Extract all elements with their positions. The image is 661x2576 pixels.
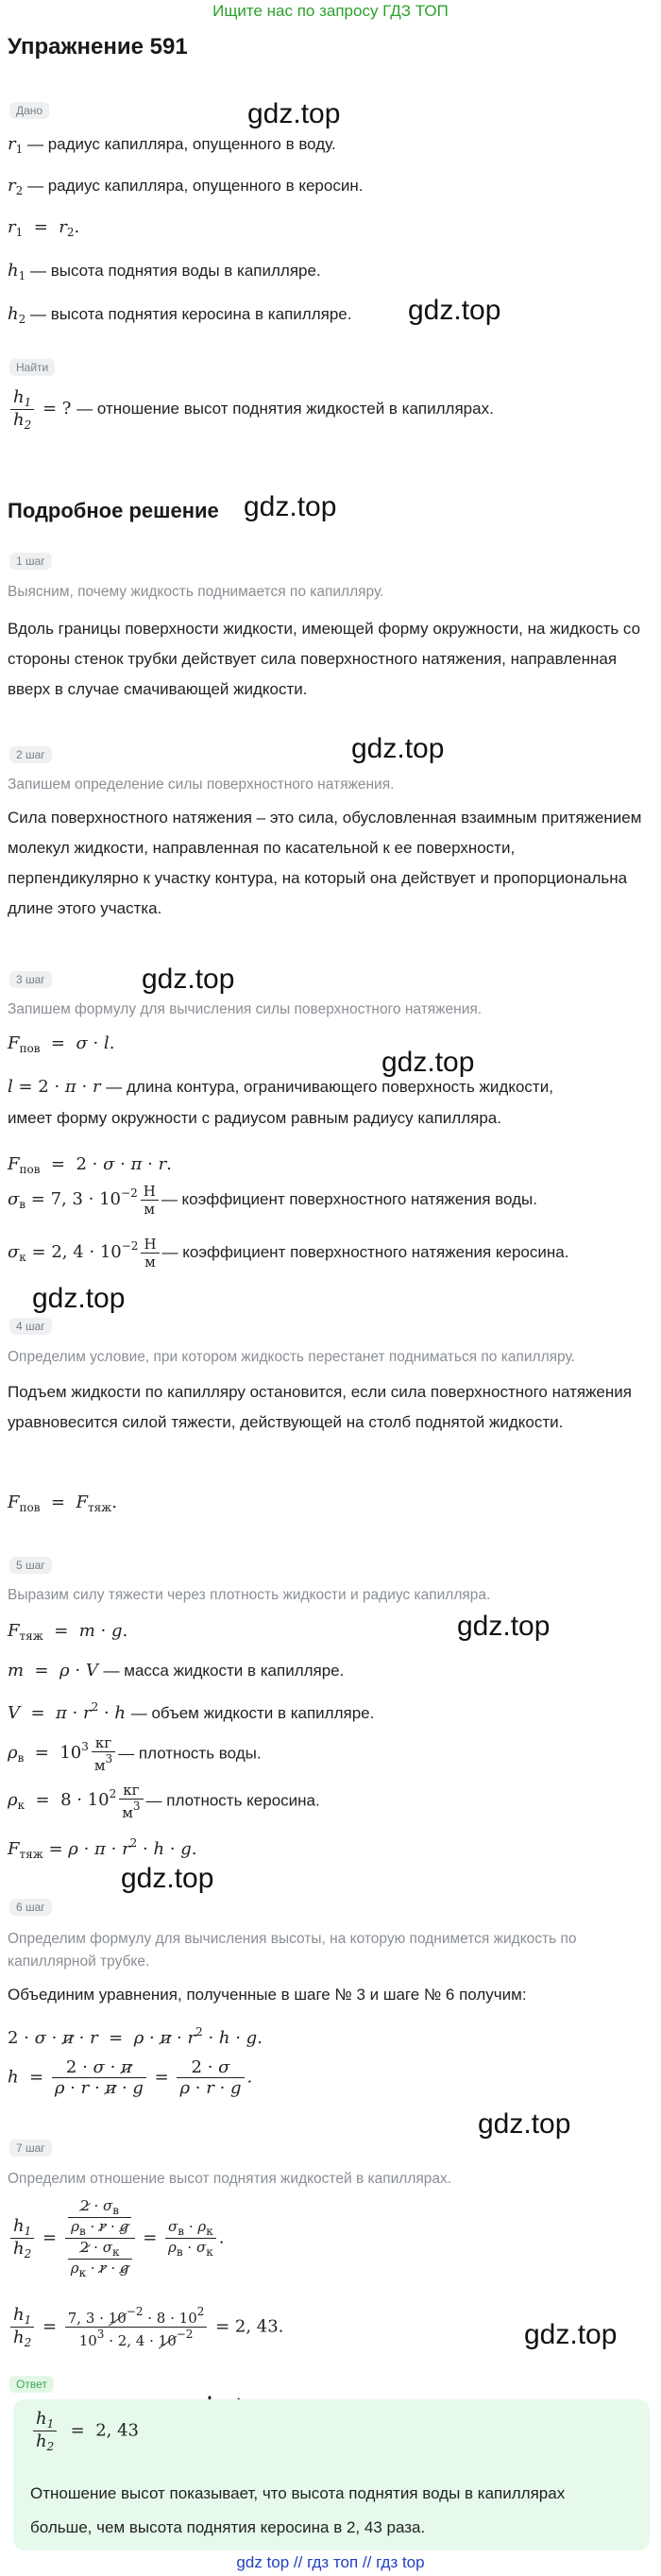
step-2-hint: Запишем определение силы поверхностного натяжения. bbox=[8, 776, 395, 793]
step-1-text: Вдоль границы поверхности жидкости, имеющей форму окружности, на жидкость со стороны стенок трубки действует сила поверхностного натяжения, направленная вверх в случае смачивающей жидкости. bbox=[8, 620, 641, 698]
watermark: gdz.top bbox=[457, 1611, 551, 1642]
formula-f-tyazh: $F_{тяж} = m \cdot g$. bbox=[8, 1621, 128, 1643]
formula-equilibrium: $F_{пов} = F_{тяж}$. bbox=[8, 1493, 117, 1514]
step-2-text: Сила поверхностного натяжения – это сила, обусловленная взаимным притяжением молекул жидкости, направленная по касательной к ее поверхности, перпендикулярно к участку контура, на который она действует и пропорциональна длине этого участка. bbox=[8, 809, 642, 917]
step-3-hint: Запишем формулу для вычисления силы поверхностного натяжения. bbox=[8, 1001, 483, 1017]
step-5-label: 5 шаг bbox=[9, 1557, 52, 1574]
step-2-label: 2 шаг bbox=[9, 746, 52, 763]
step-1-hint: Выясним, почему жидкость поднимается по капилляру. bbox=[8, 584, 384, 600]
formula-ratio: $\frac{h_1}{h_2}$ = $\frac{\frac{2 \cdot \sigma_в}{\rho_в \cdot r \cdot g}}{\frac{2 \cdot \sigma_к}{\rho_к \cdot r \cdot g}}$ = $\frac{\sigma_в \cdot \rho_к}{\rho_в \cdot \sigma_к}$ . bbox=[8, 2197, 224, 2279]
watermark: gdz.top bbox=[478, 2108, 571, 2140]
formula-l: l = 2 · π · r — длина контура, ограничивающего поверхность жидкости, bbox=[8, 1077, 553, 1097]
formula-h: h = $\frac{2 \cdot \sigma \cdot \pi}{\rho \cdot r \cdot \pi \cdot g}$ = $\frac{2 \cdot \sigma}{\rho \cdot r \cdot g}$ . bbox=[8, 2057, 253, 2098]
watermark: gdz.top bbox=[408, 295, 501, 326]
find-ratio: $\frac{h_1}{h_2}$ = ? — отношение высот поднятия жидкостей в капиллярах. bbox=[8, 387, 494, 432]
find-label: Найти bbox=[9, 359, 55, 376]
given-r-equal: $r_1 = r_2$. bbox=[8, 217, 80, 239]
formula-sigma-k: $\sigma_к = 2$, $4 \cdot 10^{-2}$ $\frac{Н}{м}$ — коэффициент поверхностного натяжения керосина. bbox=[8, 1236, 569, 1271]
formula-ratio-numeric: $\frac{h_1}{h_2}$ = $\frac{7, 3 \cdot 10^{-2} \cdot 8 \cdot 10^2}{10^3 \cdot 2, 4 \cdot 10^{-2}}$ = 2, 43. bbox=[8, 2305, 283, 2349]
watermark: gdz.top bbox=[244, 491, 337, 522]
formula-v: $V = \pi \cdot r^2 \cdot h$ — объем жидкости в капилляре. bbox=[8, 1700, 375, 1723]
given-r2: $r_2$ — радиус капилляра, опущенного в керосин. bbox=[8, 176, 364, 197]
step-7-hint: Определим отношение высот поднятия жидкостей в капиллярах. bbox=[8, 2171, 452, 2187]
answer-label: Ответ bbox=[9, 2376, 54, 2393]
watermark: gdz.top bbox=[524, 2319, 618, 2350]
step-7-label: 7 шаг bbox=[9, 2140, 52, 2157]
watermark: gdz.top bbox=[121, 1863, 214, 1894]
formula-rho-k: $\rho_к = 8 \cdot 10^2$ $\frac{кг}{м^3}$ — плотность керосина. bbox=[8, 1782, 320, 1821]
step-4-hint: Определим условие, при котором жидкость перестанет подниматься по капилляру. bbox=[8, 1349, 575, 1365]
step-5-hint: Выразим силу тяжести через плотность жидкости и радиус капилляра. bbox=[8, 1587, 491, 1603]
formula-m: m = ρ · V — масса жидкости в капилляре. bbox=[8, 1661, 345, 1680]
step-6-text: Объединим уравнения, полученные в шаге № 3 и шаге № 6 получим: bbox=[8, 1986, 527, 2004]
watermark: gdz.top bbox=[381, 1047, 475, 1078]
solution-title: Подробное решение bbox=[8, 499, 219, 522]
formula-f-tyazh-2: $F_{тяж} = \rho \cdot \pi \cdot r^2 \cdot h \cdot g$. bbox=[8, 1836, 197, 1861]
watermark: gdz.top bbox=[32, 1283, 126, 1314]
step-3-label: 3 шаг bbox=[9, 971, 52, 988]
footer-links[interactable]: gdz top // гдз топ // гдз top bbox=[236, 2553, 425, 2571]
given-label: Дано bbox=[9, 102, 49, 119]
answer-formula: $\frac{h_1}{h_2}$ = 2, 43 bbox=[30, 2409, 139, 2453]
page-title: Упражнение 591 bbox=[8, 34, 188, 60]
watermark: gdz.top bbox=[247, 98, 341, 129]
formula-sigma-v: $\sigma_в = 7$, $3 \cdot 10^{-2}$ $\frac{Н}{м}$ — коэффициент поверхностного натяжения воды. bbox=[8, 1183, 537, 1218]
watermark: gdz.top bbox=[142, 964, 235, 995]
step-4-text: Подъем жидкости по капилляру остановится, если сила поверхностного натяжения уравновесится силой тяжести, действующей на столб поднятой жидкости. bbox=[8, 1383, 632, 1431]
step-4-label: 4 шаг bbox=[9, 1318, 52, 1335]
formula-f-pov: $F_{пов} = \sigma \cdot l$. bbox=[8, 1033, 115, 1055]
watermark: gdz.top bbox=[351, 733, 445, 764]
answer-text-2: больше, чем высота поднятия керосина в 2, 43 раза. bbox=[30, 2518, 426, 2536]
formula-l-cont: имеет форму окружности с радиусом равным радиусу капилляра. bbox=[8, 1109, 501, 1127]
step-6-hint-cont: капиллярной трубке. bbox=[8, 1953, 150, 1970]
top-banner[interactable]: Ищите нас по запросу ГДЗ ТОП bbox=[212, 2, 449, 20]
answer-text-1: Отношение высот показывает, что высота поднятия воды в капиллярах bbox=[30, 2484, 566, 2502]
formula-rho-v: $\rho_в = 10^3$ $\frac{кг}{м^3}$ — плотность воды. bbox=[8, 1734, 262, 1774]
step-6-label: 6 шаг bbox=[9, 1899, 52, 1916]
formula-balance: $2 \cdot \sigma \cdot \pi \cdot r = \rho \cdot \pi \cdot r^2 \cdot h \cdot g$. bbox=[8, 2025, 263, 2048]
given-h1: $h_1$ — высота поднятия воды в капилляре. bbox=[8, 261, 321, 282]
formula-f-pov-2: $F_{пов} = 2 \cdot \sigma \cdot \pi \cdot r$. bbox=[8, 1154, 172, 1176]
step-6-hint: Определим формулу для вычисления высоты, на которую поднимется жидкость по bbox=[8, 1931, 577, 1947]
given-r1: $r_1$ — радиус капилляра, опущенного в воду. bbox=[8, 134, 336, 156]
given-h2: $h_2$ — высота поднятия керосина в капилляре. bbox=[8, 304, 352, 326]
step-1-label: 1 шаг bbox=[9, 553, 52, 570]
